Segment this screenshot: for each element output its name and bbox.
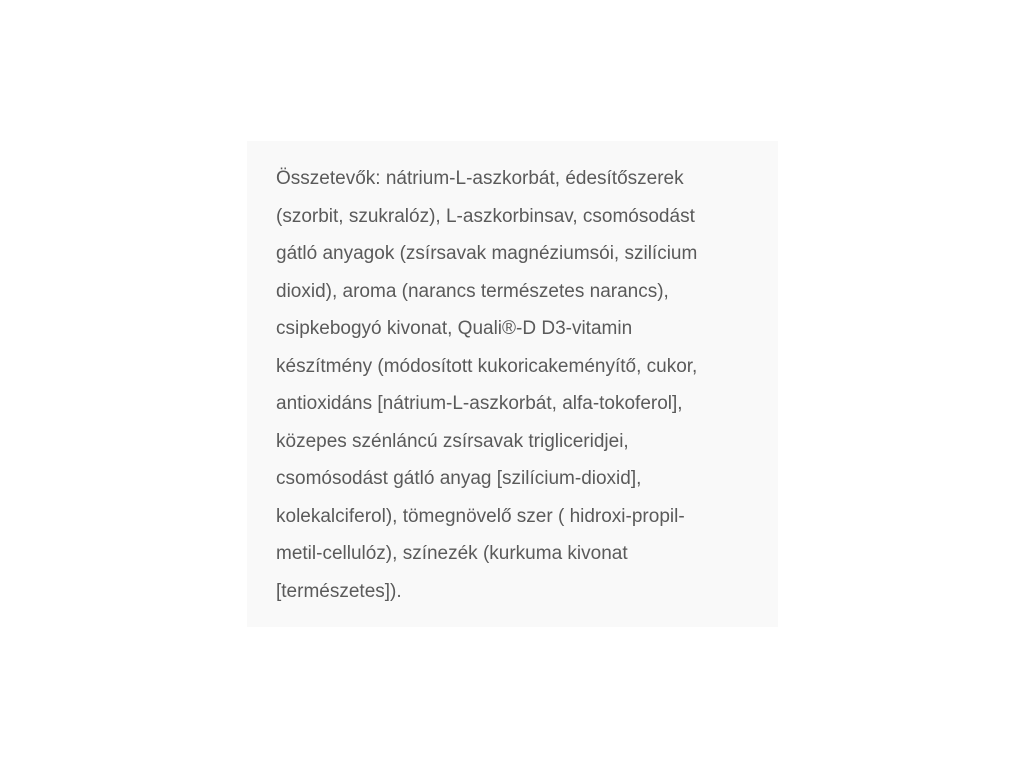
ingredients-line: készítmény (módosított kukoricakeményítő, cukor, (276, 355, 698, 377)
ingredients-line: Összetevők: nátrium-L-aszkorbát, édesítőszerek (276, 168, 684, 189)
ingredients-line: kolekalciferol), tömegnövelő szer ( hidroxi-propil- (276, 505, 685, 527)
ingredients-line: gátló anyagok (zsírsavak magnéziumsói, szilícium (276, 243, 698, 264)
ingredients-line: antioxidáns [nátrium-L-aszkorbát, alfa-tokoferol], (276, 393, 683, 414)
ingredients-line: csomósodást gátló anyag [szilícium-dioxid], (276, 468, 642, 489)
ingredients-line: csipkebogyó kivonat, Quali®-D D3-vitamin (276, 318, 633, 339)
ingredients-line: metil-cellulóz), színezék (kurkuma kivonat (276, 543, 628, 564)
ingredients-line: [természetes]). (276, 580, 402, 602)
ingredients-line: közepes szénláncú zsírsavak trigliceridjei, (276, 430, 629, 452)
ingredients-box (247, 141, 778, 627)
ingredients-line: dioxid), aroma (narancs természetes narancs), (276, 280, 669, 302)
ingredients-line: (szorbit, szukralóz), L-aszkorbinsav, csomósodást (276, 205, 695, 227)
